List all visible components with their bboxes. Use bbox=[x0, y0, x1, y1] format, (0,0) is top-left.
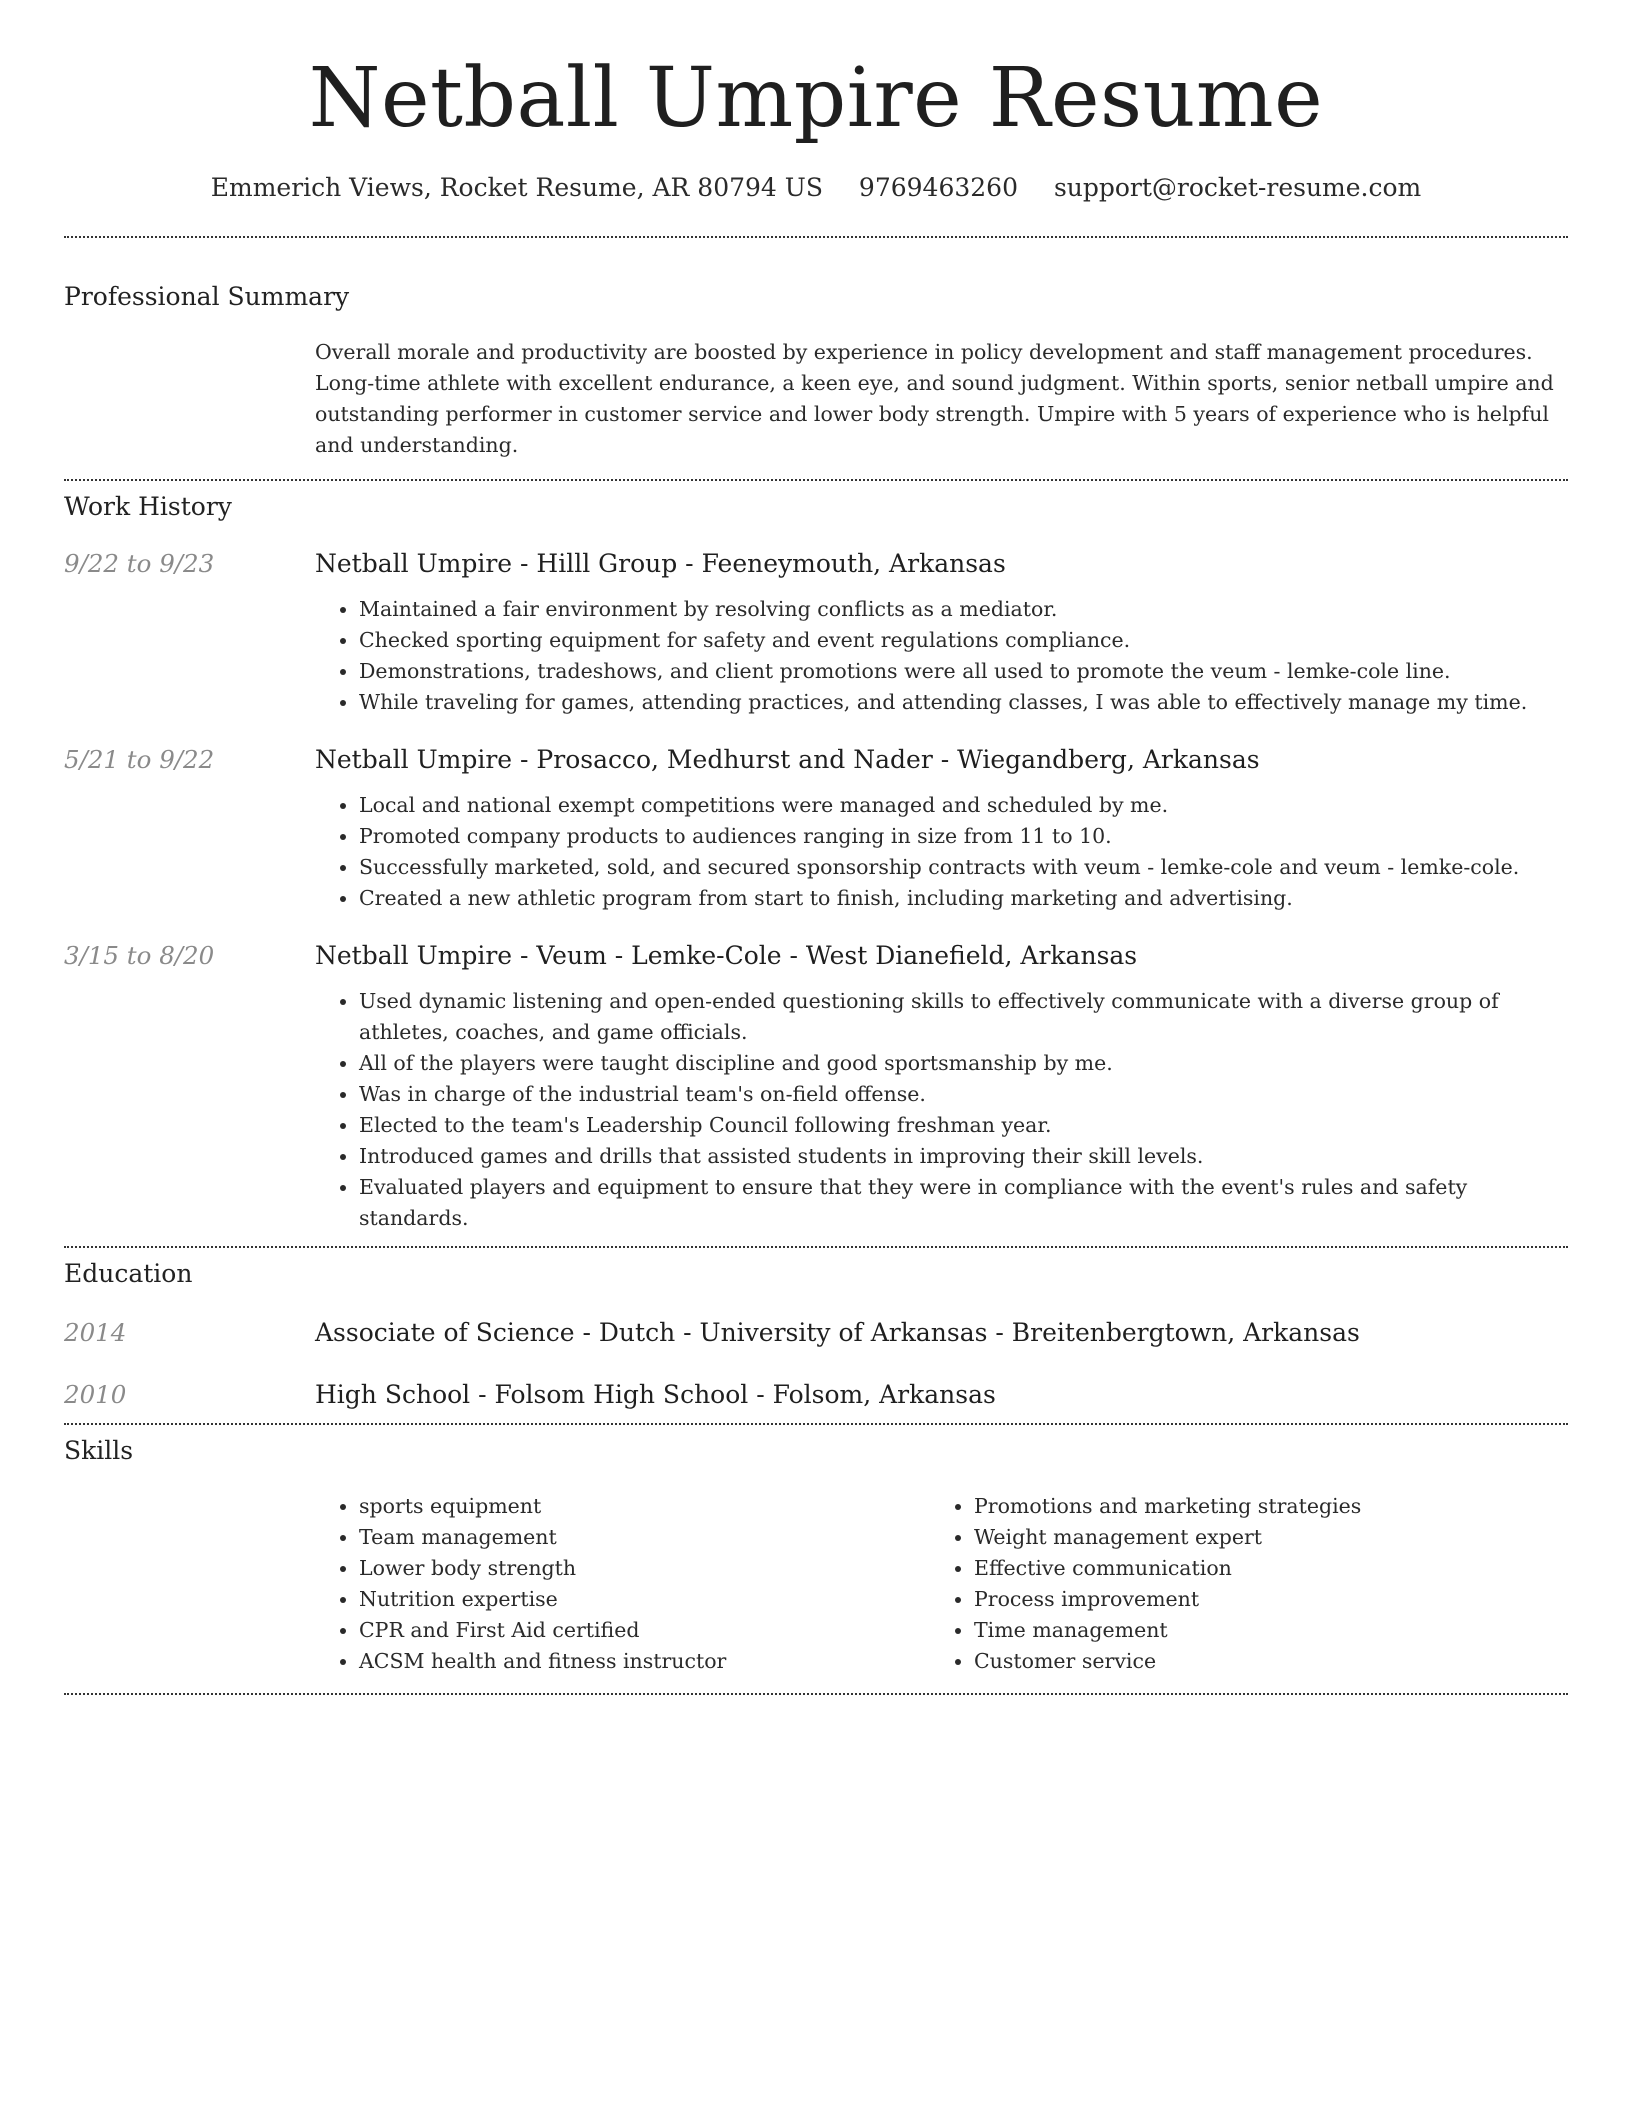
summary-text: Overall morale and productivity are boosted by experience in policy development and staff management procedures. Long-time athlete with excellent endurance, a keen eye, and sound judgment. Within sports, senior netball umpire and outstanding performer in customer service and lower body strength. Umpire with 5 years of experience who is helpful and understanding. bbox=[315, 340, 1554, 457]
education-section bbox=[64, 1248, 1568, 1423]
skills-heading: Skills bbox=[64, 1436, 134, 1465]
contact-info bbox=[64, 173, 1568, 202]
job-bullet: • While traveling for games, attending practices, and attending classes, I was able to effectively manage my time. bbox=[359, 687, 1568, 718]
education-heading: Education bbox=[64, 1259, 193, 1288]
skills-list bbox=[315, 1491, 930, 1677]
job-bullet: • Used dynamic listening and open-ended questioning skills to effectively communicate with a diverse group of athletes, coaches, and game officials. bbox=[359, 986, 1568, 1048]
skills-column-left bbox=[315, 1491, 930, 1677]
skill-item: • Time management bbox=[974, 1615, 1545, 1646]
skill-item: • ACSM health and fitness instructor bbox=[359, 1646, 930, 1677]
work-history-section bbox=[64, 481, 1568, 1246]
job-bullet: • Elected to the team's Leadership Council following freshman year. bbox=[359, 1110, 1568, 1141]
job-dates: 3/15 to 8/20 bbox=[64, 941, 215, 970]
skill-item: • Promotions and marketing strategies bbox=[974, 1491, 1545, 1522]
education-title bbox=[315, 1380, 996, 1409]
job-bullet: • Checked sporting equipment for safety and event regulations compliance. bbox=[359, 625, 1568, 656]
education-year: 2014 bbox=[64, 1318, 127, 1347]
skill-item: • Process improvement bbox=[974, 1584, 1545, 1615]
job-bullet: • Created a new athletic program from start to finish, including marketing and advertising. bbox=[359, 883, 1568, 914]
job-dates: 9/22 to 9/23 bbox=[64, 549, 215, 578]
job-bullet: • Evaluated players and equipment to ensure that they were in compliance with the event's rules and safety standards. bbox=[359, 1172, 1568, 1234]
job-dates: 5/21 to 9/22 bbox=[64, 745, 215, 774]
job-body bbox=[315, 745, 1568, 914]
job-bullets bbox=[315, 790, 1568, 914]
job-bullet: • Local and national exempt competitions were managed and scheduled by me. bbox=[359, 790, 1568, 821]
skill-item: • sports equipment bbox=[359, 1491, 930, 1522]
contact-address: Emmerich Views, Rocket Resume, AR 80794 US bbox=[210, 173, 823, 202]
contact-email: support@rocket-resume.com bbox=[1053, 173, 1422, 202]
skills-grid bbox=[315, 1491, 1568, 1677]
job-title: Netball Umpire - Hilll Group - Feeneymouth, Arkansas bbox=[315, 549, 1006, 578]
job-bullets bbox=[315, 986, 1568, 1234]
resume-title: Netball Umpire Resume bbox=[308, 51, 1324, 146]
job-bullet: • Was in charge of the industrial team's on-field offense. bbox=[359, 1079, 1568, 1110]
skill-item: • Team management bbox=[359, 1522, 930, 1553]
job-entry bbox=[64, 941, 1568, 1234]
job-bullet: • Introduced games and drills that assisted students in improving their skill levels. bbox=[359, 1141, 1568, 1172]
job-bullet: • Demonstrations, tradeshows, and client promotions were all used to promote the veum - lemke-cole line. bbox=[359, 656, 1568, 687]
education-degree: High School bbox=[315, 1380, 471, 1409]
skills-column-right bbox=[930, 1491, 1545, 1677]
job-title: Netball Umpire - Veum - Lemke-Cole - West Dianefield, Arkansas bbox=[315, 941, 1138, 970]
skill-item: • Effective communication bbox=[974, 1553, 1545, 1584]
job-bullet: • Promoted company products to audiences ranging in size from 11 to 10. bbox=[359, 821, 1568, 852]
divider bbox=[64, 1693, 1568, 1695]
job-body bbox=[315, 549, 1568, 718]
job-bullet: • All of the players were taught discipline and good sportsmanship by me. bbox=[359, 1048, 1568, 1079]
skill-item: • Lower body strength bbox=[359, 1553, 930, 1584]
education-title bbox=[315, 1318, 1360, 1347]
job-bullet: • Successfully marketed, sold, and secured sponsorship contracts with veum - lemke-cole and veum - lemke-cole. bbox=[359, 852, 1568, 883]
skill-item: • Nutrition expertise bbox=[359, 1584, 930, 1615]
education-entry bbox=[64, 1318, 1568, 1347]
job-bullet: • Maintained a fair environment by resolving conflicts as a mediator. bbox=[359, 594, 1568, 625]
summary-section bbox=[64, 238, 1568, 479]
education-details: - Folsom High School - Folsom, Arkansas bbox=[470, 1380, 996, 1409]
job-title: Netball Umpire - Prosacco, Medhurst and Nader - Wiegandberg, Arkansas bbox=[315, 745, 1260, 774]
education-entry bbox=[64, 1380, 1568, 1409]
contact-phone: 9769463260 bbox=[858, 173, 1018, 202]
summary-heading: Professional Summary bbox=[64, 282, 350, 311]
job-body bbox=[315, 941, 1568, 1234]
job-entry bbox=[64, 745, 1568, 914]
job-bullets bbox=[315, 594, 1568, 718]
skill-item: • Weight management expert bbox=[974, 1522, 1545, 1553]
education-details: - Dutch - University of Arkansas - Breitenbergtown, Arkansas bbox=[574, 1318, 1360, 1347]
skill-item: • Customer service bbox=[974, 1646, 1545, 1677]
skills-section bbox=[64, 1425, 1568, 1693]
education-degree: Associate of Science bbox=[315, 1318, 575, 1347]
education-year: 2010 bbox=[64, 1380, 127, 1409]
job-entry bbox=[64, 549, 1568, 718]
work-history-heading: Work History bbox=[64, 492, 232, 521]
skill-item: • CPR and First Aid certified bbox=[359, 1615, 930, 1646]
skills-list bbox=[930, 1491, 1545, 1677]
